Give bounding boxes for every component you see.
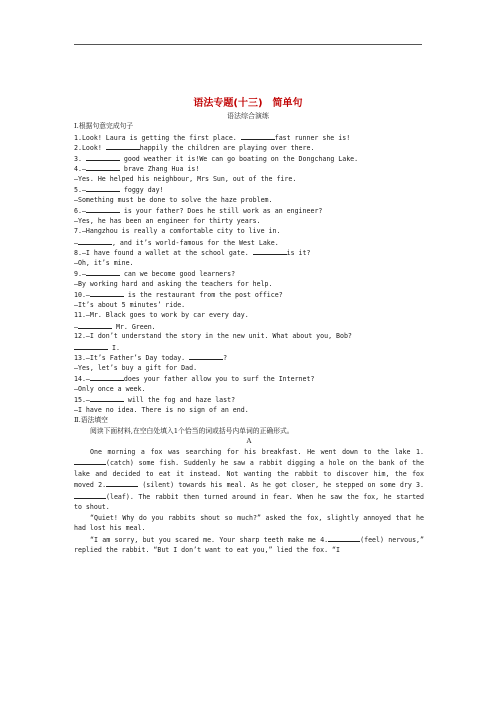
- question-line: [74, 363, 424, 374]
- question-text: Mr. Green.: [111, 322, 156, 331]
- question-text: 3.: [74, 154, 86, 163]
- answer-blank[interactable]: [86, 205, 120, 213]
- answer-blank[interactable]: [86, 163, 120, 171]
- question-line: [74, 226, 424, 237]
- passage-text-run: (feel) nervous,” replied the rabbit. “But I don’t want to eat you,” lied the fox. “I: [74, 535, 424, 554]
- header-rule: [74, 44, 422, 45]
- answer-blank[interactable]: [90, 289, 124, 297]
- question-line: [74, 394, 424, 405]
- answer-blank[interactable]: [86, 184, 120, 192]
- answer-blank[interactable]: [90, 373, 124, 381]
- answer-blank[interactable]: [86, 268, 120, 276]
- passage-paragraph: [74, 513, 424, 534]
- question-text: 15.—: [74, 396, 90, 404]
- answer-blank[interactable]: [74, 342, 108, 350]
- question-line: [74, 289, 424, 300]
- answer-blank[interactable]: [106, 142, 140, 150]
- page-title: 语法专题(十三) 简单句: [193, 98, 303, 109]
- question-line: [74, 373, 424, 384]
- question-text: I.: [108, 343, 120, 352]
- question-text: 8.—I have found a wallet at the school gate.: [74, 249, 253, 257]
- question-line: [74, 216, 424, 227]
- question-text: —Yes, let’s buy a gift for Dad.: [74, 363, 198, 372]
- question-text: 2.Look!: [74, 144, 106, 152]
- question-line: [74, 384, 424, 395]
- page-subtitle: 语法综合演练: [227, 112, 269, 120]
- answer-blank[interactable]: [78, 237, 112, 245]
- question-text: can we become good learners?: [119, 270, 236, 278]
- question-text: —Something must be done to solve the haze problem.: [74, 195, 273, 204]
- question-line: [74, 268, 424, 279]
- question-line: [74, 174, 424, 185]
- question-line: [74, 279, 424, 290]
- section2-instruction: 阅读下面材料,在空白处填入1个恰当的词或括号内单词的正确形式。: [90, 426, 294, 435]
- section1-heading: Ⅰ.根据句意完成句子: [74, 122, 134, 130]
- question-line: [74, 205, 424, 216]
- question-text: —Only once a week.: [74, 384, 146, 393]
- passage-text-run: (silent) towards his meal. As he got closer, he stepped on some dry 3.: [138, 481, 424, 489]
- question-text: is it?: [286, 249, 311, 257]
- question-line: [74, 237, 424, 248]
- answer-blank[interactable]: [74, 457, 106, 465]
- question-text: 6.—: [74, 207, 86, 215]
- question-text: good weather it is!We can go boating on the Dongchang Lake.: [119, 154, 359, 163]
- question-text: does your father allow you to surf the Internet?: [123, 375, 315, 383]
- passage-text-run: One morning a fox was searching for his breakfast. He went down to the lake 1.: [90, 447, 424, 456]
- question-line: [74, 142, 424, 153]
- question-line: [74, 195, 424, 206]
- answer-blank[interactable]: [189, 352, 223, 360]
- question-text: happily the children are playing over there.: [139, 144, 315, 152]
- passage-text-run: “Quiet! Why do you rabbits shout so much?” asked the fox, slightly annoyed that he had lost his meal.: [74, 513, 424, 532]
- question-text: 7.—Hangzhou is really a comfortable city to live in.: [74, 227, 281, 235]
- document-body: [74, 121, 424, 556]
- section2-heading: Ⅱ.语法填空: [74, 416, 108, 424]
- question-text: foggy day!: [119, 186, 164, 194]
- question-text: brave Zhang Hua is!: [119, 165, 200, 173]
- question-text: —I have no idea. There is no sign of an end.: [74, 405, 249, 414]
- question-line: [74, 300, 424, 311]
- question-line: [74, 352, 424, 363]
- question-line: [74, 247, 424, 258]
- question-line: [74, 331, 424, 342]
- question-text: —It’s about 5 minutes’ ride.: [74, 300, 186, 309]
- question-text: fast runner she is!: [274, 133, 351, 142]
- question-text: 12.—I don’t understand the story in the new unit. What about you, Bob?: [74, 332, 352, 340]
- question-line: [74, 153, 424, 164]
- passage-text-run: “I am sorry, but you scared me. Your sharp teeth make me 4.: [90, 535, 329, 544]
- question-text: ?: [223, 354, 228, 362]
- answer-blank[interactable]: [86, 153, 120, 161]
- section1-questions: [74, 132, 424, 416]
- question-line: [74, 310, 424, 321]
- question-text: —Yes, he has been an engineer for thirty years.: [74, 216, 261, 225]
- question-text: —Yes. He helped his neighbour, Mrs Sun, out of the fire.: [74, 174, 297, 183]
- passage-paragraph: [74, 447, 424, 513]
- question-text: 13.—It’s Father’s Day today.: [74, 354, 190, 362]
- question-line: [74, 258, 424, 269]
- question-text: will the fog and haze last?: [123, 396, 236, 404]
- question-line: [74, 184, 424, 195]
- question-line: [74, 321, 424, 332]
- answer-blank[interactable]: [328, 534, 360, 542]
- passage-paragraph: [74, 534, 424, 556]
- question-text: —Oh, it’s mine.: [74, 258, 134, 267]
- question-line: [74, 163, 424, 174]
- passage-label: A: [246, 437, 252, 445]
- question-text: is the restaurant from the post office?: [123, 291, 283, 299]
- question-text: , and it’s world-famous for the West Lake.: [111, 238, 279, 247]
- answer-blank[interactable]: [241, 132, 275, 140]
- question-line: [74, 342, 424, 353]
- passage-text: [74, 447, 424, 556]
- answer-blank[interactable]: [106, 479, 138, 487]
- answer-blank[interactable]: [90, 394, 124, 402]
- passage-text-run: (catch) some fish. Suddenly he saw a rabbit digging a hole on the bank of the lake and decided to eat it instead. Not wanting the rabbit to discover him, the fox moved 2.: [74, 459, 424, 489]
- question-text: 11.—Mr. Black goes to work by car every day.: [74, 311, 249, 319]
- question-text: is your father? Does he still work as an engineer?: [119, 207, 323, 215]
- question-text: 5.—: [74, 186, 86, 194]
- question-text: 4.—: [74, 165, 86, 173]
- question-line: [74, 405, 424, 416]
- question-text: 10.—: [74, 291, 90, 299]
- question-line: [74, 132, 424, 143]
- answer-blank[interactable]: [78, 321, 112, 329]
- passage-text-run: (leaf). The rabbit then turned around in fear. When he saw the fox, he started to shout.: [74, 492, 424, 511]
- answer-blank[interactable]: [74, 491, 106, 499]
- question-text: —: [74, 322, 78, 331]
- question-text: 9.—: [74, 270, 86, 278]
- question-text: 14.—: [74, 375, 90, 383]
- answer-blank[interactable]: [253, 247, 287, 255]
- question-text: 1.Look! Laura is getting the first place.: [74, 133, 241, 142]
- question-text: —: [74, 238, 78, 247]
- question-text: —By working hard and asking the teachers for help.: [74, 279, 273, 288]
